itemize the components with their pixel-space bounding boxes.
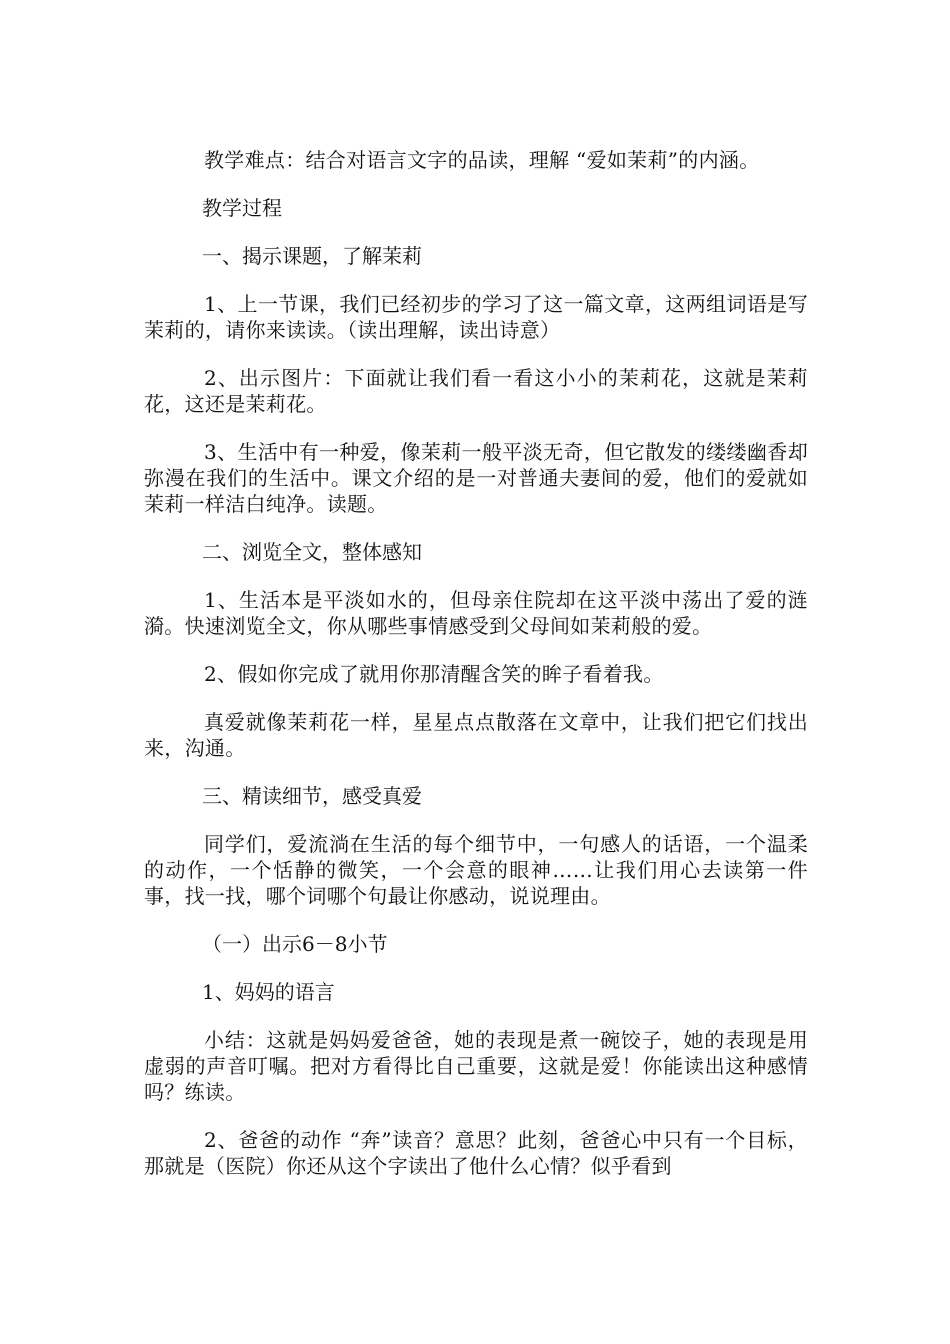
paragraph-1-1: 1、上一节课，我们已经初步的学习了这一篇文章，这两组词语是写茉莉的，请你来读读。（读出理解，读出诗意） <box>144 292 808 342</box>
document-page <box>144 147 808 1201</box>
heading-teaching-process: 教学过程 <box>202 196 282 220</box>
paragraph-2-1: 1、生活本是平淡如水的，但母亲住院却在这平淡中荡出了爱的涟漪。快速浏览全文，你从哪些事情感受到父母间如茉莉般的爱。 <box>144 588 808 638</box>
heading-section-three: 三、精读细节，感受真爱 <box>202 784 422 808</box>
paragraph-2-2: 2、假如你完成了就用你那清醒含笑的眸子看着我。 <box>204 662 664 686</box>
paragraph-3-intro: 同学们，爱流淌在生活的每个细节中，一句感人的话语，一个温柔的动作，一个恬静的微笑，一个会意的眼神……让我们用心去读第一件事，找一找，哪个词哪个句最让你感动，说说理由。 <box>144 832 808 908</box>
heading-section-one: 一、揭示课题，了解茉莉 <box>202 244 422 268</box>
paragraph-1-3: 3、生活中有一种爱，像茉莉一般平淡无奇，但它散发的缕缕幽香却弥漫在我们的生活中。课文介绍的是一对普通夫妻间的爱，他们的爱就如茉莉一样洁白纯净。读题。 <box>144 440 808 516</box>
paragraph-summary: 小结：这就是妈妈爱爸爸，她的表现是煮一碗饺子，她的表现是用虚弱的声音叮嘱。把对方看得比自己重要，这就是爱！你能读出这种感情吗？练读。 <box>144 1028 808 1104</box>
heading-subsection-one: （一）出示6－8小节 <box>202 932 388 956</box>
paragraph-teaching-difficulty: 教学难点：结合对语言文字的品读，理解 “爱如茉莉”的内涵。 <box>204 148 760 172</box>
heading-mother-language: 1、妈妈的语言 <box>202 980 335 1004</box>
paragraph-true-love: 真爱就像茉莉花一样，星星点点散落在文章中，让我们把它们找出来，沟通。 <box>144 710 808 760</box>
paragraph-1-2: 2、出示图片：下面就让我们看一看这小小的茉莉花，这就是茉莉花，这还是茉莉花。 <box>144 366 808 416</box>
paragraph-father-action: 2、爸爸的动作 “奔”读音？意思？此刻，爸爸心中只有一个目标，那就是（医院）你还从这个字读出了他什么心情？似乎看到 <box>144 1128 808 1178</box>
heading-section-two: 二、浏览全文，整体感知 <box>202 540 422 564</box>
